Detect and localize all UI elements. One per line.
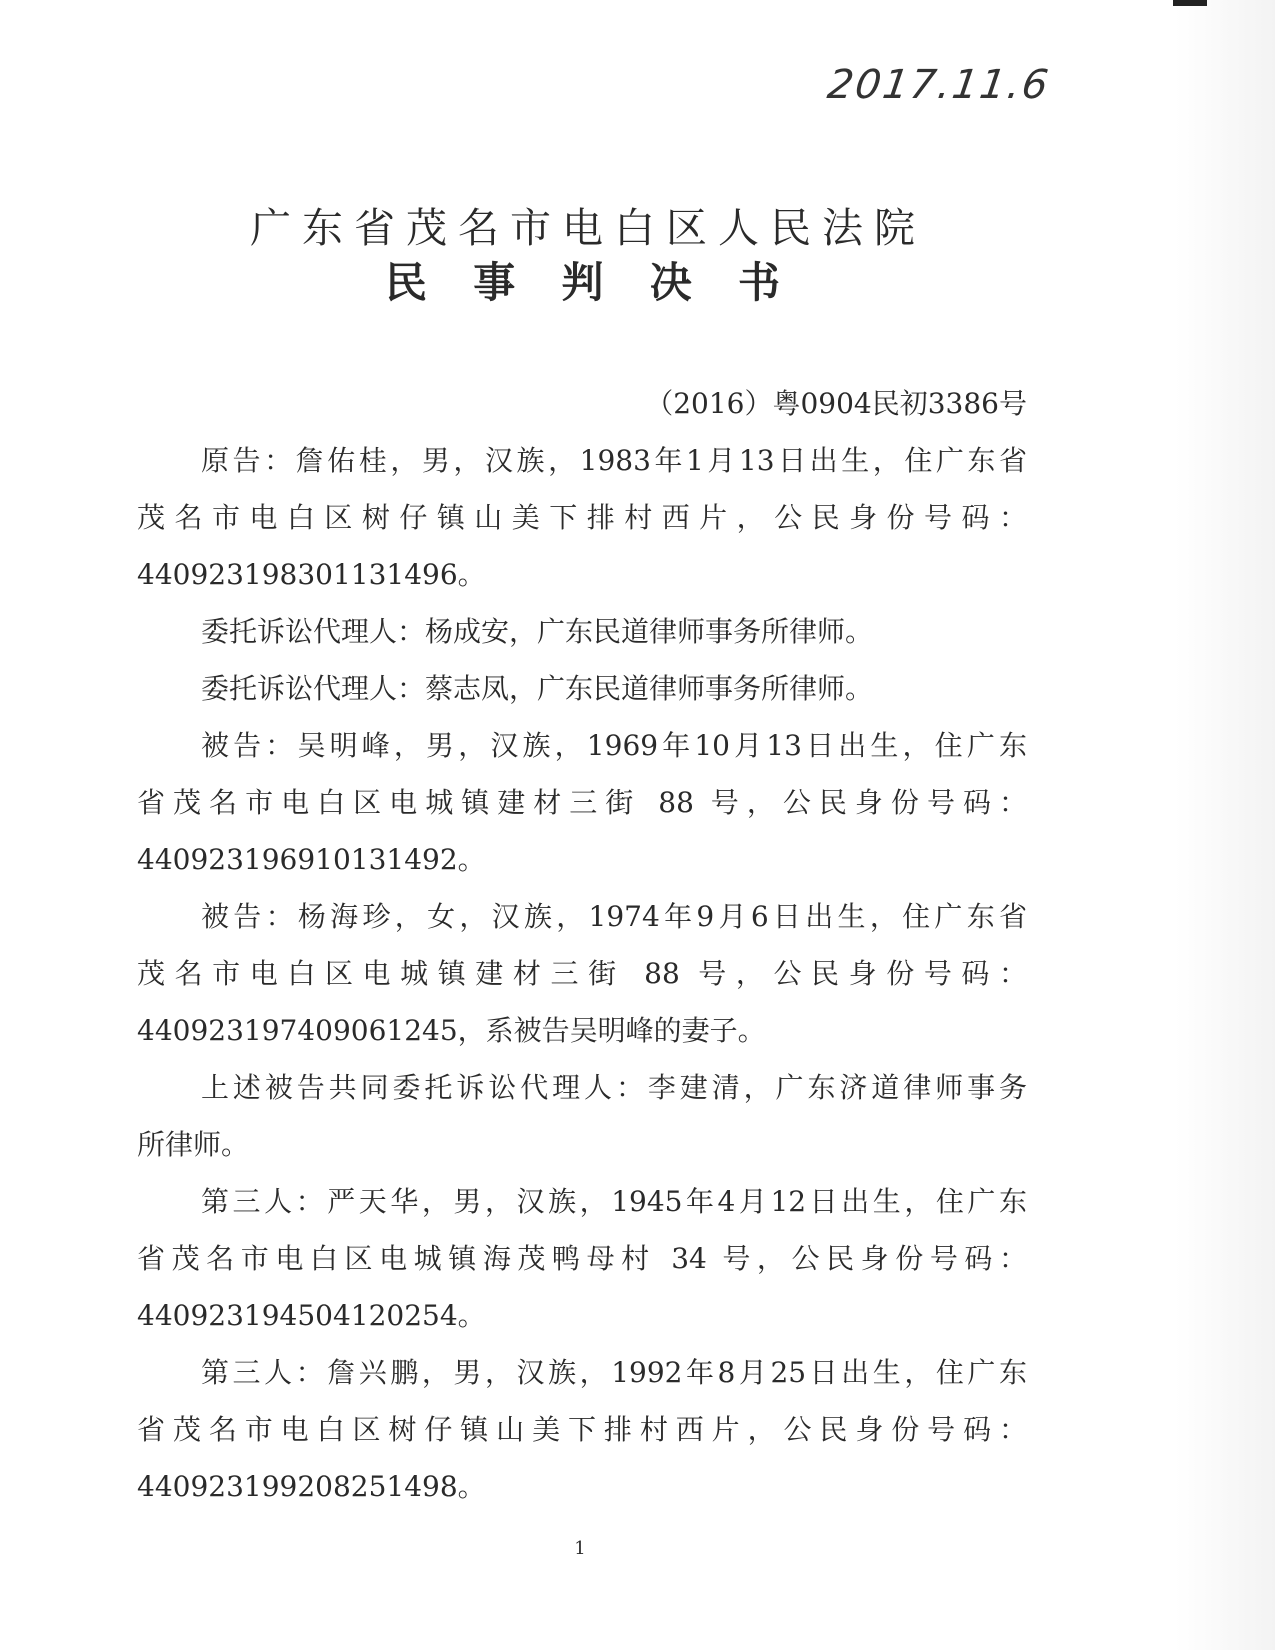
defendant-line: 被告：杨海珍，女，汉族，1974年9月6日出生，住广东省 xyxy=(201,900,1027,933)
document-body xyxy=(137,375,1027,1515)
defendant-id: 440923196910131492。 xyxy=(137,843,486,876)
defendant-line: 被告：吴明峰，男，汉族，1969年10月13日出生，住广东 xyxy=(201,729,1027,762)
third-party-line: 省茂名市电白区电城镇海茂鸭母村 34 号，公民身份号码： xyxy=(137,1242,1027,1275)
scan-corner-mark xyxy=(1173,0,1207,6)
defendant-agent: 所律师。 xyxy=(137,1128,250,1161)
defendant-line: 省茂名市电白区电城镇建材三街 88 号，公民身份号码： xyxy=(137,786,1027,819)
case-number: （2016）粤0904民初3386号 xyxy=(645,387,1027,420)
document-type-title: 民 事 判 决 书 xyxy=(385,258,780,307)
third-party-line: 第三人：严天华，男，汉族，1945年4月12日出生，住广东 xyxy=(201,1185,1027,1218)
plaintiff-agent: 委托诉讼代理人：杨成安，广东民道律师事务所律师。 xyxy=(201,615,874,648)
plaintiff-agent: 委托诉讼代理人：蔡志凤，广东民道律师事务所律师。 xyxy=(201,672,874,705)
court-name: 广东省茂名市电白区人民法院 xyxy=(250,204,915,252)
page-number: 1 xyxy=(574,1538,586,1559)
defendant-agent: 上述被告共同委托诉讼代理人：李建清，广东济道律师事务 xyxy=(201,1071,1027,1104)
third-party-line: 第三人：詹兴鹏，男，汉族，1992年8月25日出生，住广东 xyxy=(201,1356,1027,1389)
third-party-id: 440923194504120254。 xyxy=(137,1299,486,1332)
third-party-id: 440923199208251498。 xyxy=(137,1470,486,1503)
scan-edge-shadow xyxy=(1175,0,1275,1650)
plaintiff-line: 原告：詹佑桂，男，汉族，1983年1月13日出生，住广东省 xyxy=(201,444,1027,477)
defendant-id: 440923197409061245，系被告吴明峰的妻子。 xyxy=(137,1014,766,1047)
plaintiff-id: 440923198301131496。 xyxy=(137,558,486,591)
handwritten-date: 2017.11.6 xyxy=(824,62,1053,108)
plaintiff-line: 茂名市电白区树仔镇山美下排村西片，公民身份号码： xyxy=(137,501,1027,534)
third-party-line: 省茂名市电白区树仔镇山美下排村西片，公民身份号码： xyxy=(137,1413,1027,1446)
defendant-line: 茂名市电白区电城镇建材三街 88 号，公民身份号码： xyxy=(137,957,1027,990)
